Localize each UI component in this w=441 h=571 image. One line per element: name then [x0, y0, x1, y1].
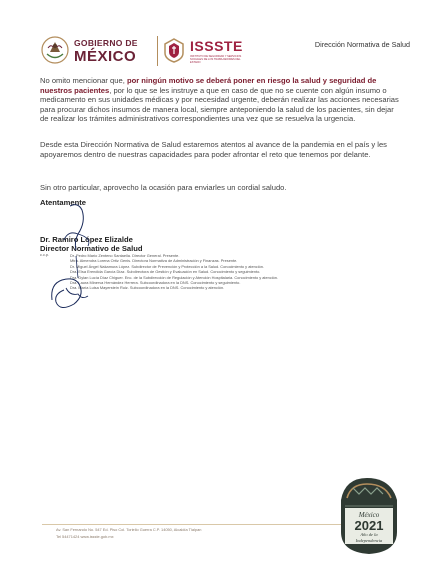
seal-line2: 2021: [354, 518, 384, 533]
seal-line3: Año de la: [360, 532, 378, 537]
paragraph-1-rest: , por lo que se les instruye a que en caso de que no se cuente con algún insumo o medicamento en sus unidades médicas y por necesidad urgente, deberán realizar las acciones necesarias para procurar dichos insumos de manera local, siempre anteponiendo la salud de los pacientes, sin dejar de realizar los trámites administrativos correspondientes una vez que se resuelva la urgencia.: [40, 85, 399, 124]
cc-recipient: Mtra. Almendra Lorena Ortiz Genis. Directora Normativa de Administración y Finanzas. Presente.: [70, 258, 238, 264]
coat-of-arms-icon: [40, 34, 70, 66]
paragraph-1-highlight: por ningún motivo se deberá poner en riesgo la salud y seguridad de nuestros pacientes: [40, 76, 377, 95]
signer-title: Director Normativo de Salud: [40, 244, 143, 253]
letterhead: [40, 34, 410, 70]
signer-name: Dr. Ramiro López Elizalde: [40, 235, 133, 244]
issste-logo-icon: [163, 37, 185, 63]
paragraph-1-intro: No omito mencionar que,: [40, 76, 127, 85]
gobierno-logo-text: [74, 39, 138, 64]
office-name: Dirección Normativa de Salud: [314, 40, 410, 49]
seal-line4: Independencia: [355, 538, 383, 543]
issste-subtitle: INSTITUTO DE SEGURIDAD Y SERVICIOS SOCIALES DE LOS TRABAJADORES DEL ESTADO: [190, 55, 242, 65]
mexico-2021-seal-icon: [331, 472, 406, 557]
handwritten-signature: [48, 200, 128, 318]
paragraph-1: [40, 76, 402, 124]
footer-rule: [42, 524, 342, 525]
gobierno-line1: GOBIERNO DE: [74, 38, 138, 48]
footer-address: Av. San Fernando No. 547 Ed. Piso Col. Toriello Guerra C.P. 14050, Alcaldía Tlalpan: [56, 527, 202, 532]
cc-recipient: Dra. Elsa Erendida García Díaz. Subdirectora de Gestión y Evaluación en Salud. Conocimiento y seguimiento.: [70, 269, 261, 275]
issste-name: ISSSTE: [190, 38, 243, 54]
closing: Atentamente: [40, 198, 86, 207]
logo-divider: [157, 36, 158, 66]
cc-recipient: Dra. Laura Minerva Hernández Herrera. Subcoordinadora en la DNS. Conocimiento y seguimiento.: [70, 280, 241, 286]
cc-recipient: Dr. Miguel Ángel Nakamura López. Subdirector de Prevención y Protección a la Salud. Conocimiento y atención.: [70, 263, 264, 269]
cc-recipient: Dra. María Luisa Mayerstein Ruiz. Subcoordinadora en la DNS. Conocimiento y atención.: [70, 285, 225, 291]
footer-contact: Tel 54471424 www.issste.gob.mx: [56, 534, 114, 539]
cc-recipient: Dra. Dylan Lucía Díaz Chiguer. Enc. de la Subdirección de Regulación y Atención Hospitalaria. Conocimiento y atención.: [70, 274, 279, 280]
issste-logo-text: [190, 39, 250, 64]
paragraph-2: Desde esta Dirección Normativa de Salud estaremos atentos al avance de la pandemia en el país y les apoyaremos dentro de nuestras capacidades para poder afrontar el reto que tenemos por delante.: [40, 140, 387, 159]
gobierno-line2: MÉXICO: [74, 47, 137, 65]
seal-line1: México: [358, 511, 380, 519]
paragraph-3: Sin otro particular, aprovecho la ocasión para enviarles un cordial saludo.: [40, 183, 287, 192]
cc-recipient: Dr. Pedro Mario Zenteno Santaella. Director General. Presente.: [70, 253, 180, 258]
ccp-label: c.c.p.: [40, 253, 50, 257]
